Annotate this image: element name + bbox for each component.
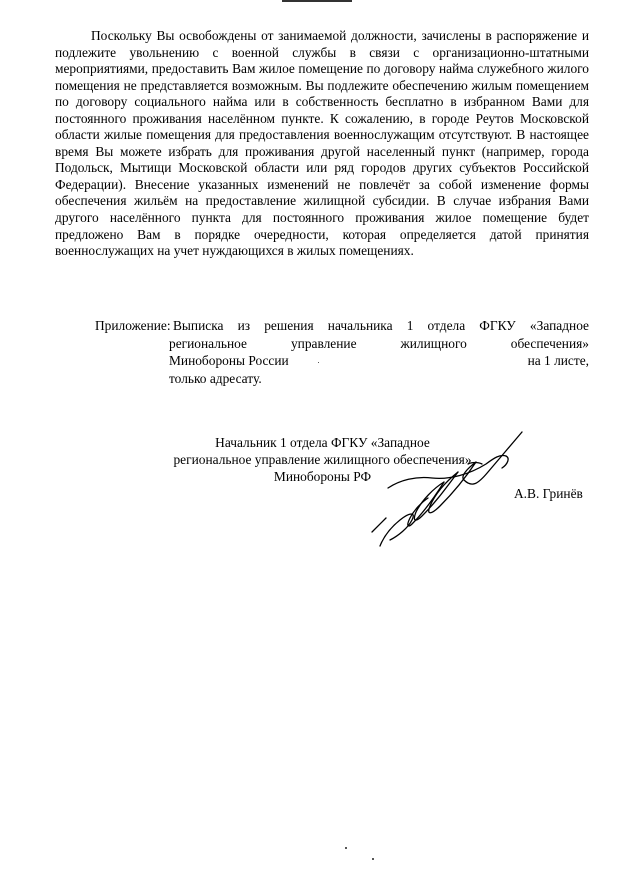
- attachment-line-2: региональное управление жилищного обеспечения»: [169, 335, 589, 351]
- signer-name: А.В. Гринёв: [514, 486, 583, 501]
- letter-body-paragraph: Поскольку Вы освобождены от занимаемой должности, зачислены в распоряжение и подлежите увольнению с военной службы в связи с организационно-штатными мероприятиями, предоставить Вам жилое помещение по договору найма служебного жилого помещения не представляется возможным. Вы подлежите обеспечению жилым помещением по договору социального найма или в собственность бесплатно в избранном Вами для постоянного проживания населённом пункте. К сожалению, в городе Реутов Московской области жилые помещения для предоставления военнослужащим отсутствуют. В настоящее время Вы можете избрать для проживания другой населенный пункт (например, города Подольск, Мытищи Московской области или ряд городов других субъектов Российской Федерации). Внесение указанных изменений не повлечёт за собой изменение формы обеспечения жильём на предоставление жилищной субсидии. В случае избрания Вами другого населённого пункта для постоянного проживания жилое помещение будет предложено Вам в порядке очередности, которая определяется датой принятия военнослужащих на учет нуждающихся в жилых помещениях.: [55, 28, 589, 259]
- attachment-line-1: Выписка из решения начальника 1 отдела ФГКУ «Западное: [173, 318, 589, 333]
- signer-position-line-1: Начальник 1 отдела ФГКУ «Западное: [215, 435, 430, 450]
- signer-position-line-3: Минобороны РФ: [273, 469, 372, 484]
- scan-speck: [345, 847, 347, 849]
- attachment-text: [169, 317, 589, 387]
- attachment-line-3-left: Минобороны России: [169, 353, 289, 368]
- attachment-line-3-right: на 1 листе,: [527, 353, 589, 368]
- signer-position-line-2: региональное управление жилищного обеспечения»: [173, 452, 472, 467]
- scan-speck: [318, 362, 319, 363]
- attachment-label: Приложение:: [95, 318, 171, 333]
- scan-edge-mark: [282, 0, 352, 2]
- attachment-line-4: только адресату.: [169, 370, 262, 386]
- signature-title-block: [150, 434, 495, 485]
- scan-speck: [372, 858, 374, 860]
- attachment-line-3: [169, 352, 589, 370]
